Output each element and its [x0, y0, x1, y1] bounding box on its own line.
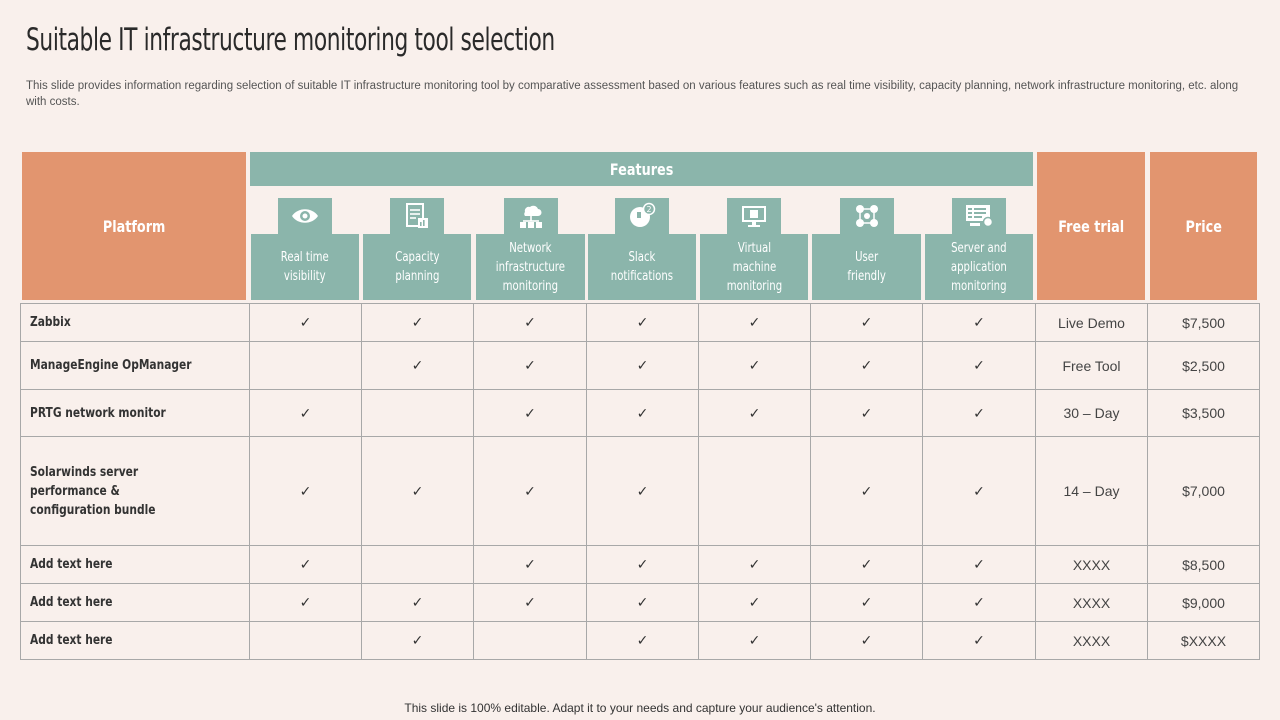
checkmark-icon: ✓	[524, 405, 536, 422]
checkmark-icon: ✓	[973, 633, 985, 649]
notification-icon	[615, 198, 669, 234]
platform-name: Add text here	[21, 584, 250, 622]
feature-cell	[811, 584, 923, 622]
feature-cell	[250, 437, 362, 546]
free-trial-cell: XXXX	[1036, 622, 1148, 660]
checkmark-icon: ✓	[636, 405, 649, 422]
page-subtitle: This slide provides information regarding selection of suitable IT infrastructure monitoring tool by comparative assessment based on various features such as real time visibility, capacity planning, network infrastructure monitoring, etc. along with costs.	[26, 80, 1239, 108]
checkmark-icon: ✓	[973, 557, 985, 573]
checkmark-icon: ✓	[973, 405, 985, 422]
comparison-table	[20, 303, 1260, 660]
feature-cell	[923, 390, 1036, 437]
checkmark-icon: ✓	[636, 483, 649, 500]
price-cell: $7,500	[1148, 304, 1260, 342]
feature-cell	[474, 342, 587, 390]
platform-name: Add text here	[21, 622, 250, 660]
feature-cell	[474, 437, 587, 546]
checkmark-icon: ✓	[973, 358, 985, 374]
price-cell: $8,500	[1148, 546, 1260, 584]
feature-cell	[362, 546, 474, 584]
features-header: Features	[250, 152, 1033, 186]
table-row	[21, 304, 1260, 342]
feature-cell	[811, 342, 923, 390]
feature-cell	[474, 584, 587, 622]
monitor-icon	[727, 198, 781, 234]
feature-cell	[250, 546, 362, 584]
checkmark-icon: ✓	[860, 483, 873, 500]
feature-cell	[699, 390, 811, 437]
feature-cell	[587, 390, 699, 437]
feature-label: Capacity planning	[363, 234, 471, 300]
checkmark-icon: ✓	[636, 557, 649, 573]
report-chart-icon	[390, 198, 444, 234]
feature-cell	[811, 622, 923, 660]
eye-icon	[278, 198, 332, 234]
checkmark-icon: ✓	[524, 595, 536, 611]
checkmark-icon: ✓	[748, 633, 761, 649]
feature-cell	[587, 437, 699, 546]
checkmark-icon: ✓	[748, 358, 761, 374]
table-row	[21, 622, 1260, 660]
free-trial-cell: Live Demo	[1036, 304, 1148, 342]
table-row	[21, 437, 1260, 546]
checkmark-icon: ✓	[524, 557, 536, 573]
checkmark-icon: ✓	[860, 405, 873, 422]
feature-label: Virtual machine monitoring	[700, 234, 808, 300]
feature-cell	[250, 622, 362, 660]
checkmark-icon: ✓	[411, 595, 424, 611]
price-cell: $XXXX	[1148, 622, 1260, 660]
server-icon	[952, 198, 1006, 234]
platform-header: Platform	[22, 152, 246, 300]
feature-cell	[474, 546, 587, 584]
free-trial-cell: Free Tool	[1036, 342, 1148, 390]
feature-cell	[250, 304, 362, 342]
feature-cell	[811, 546, 923, 584]
users-network-icon	[840, 198, 894, 234]
checkmark-icon: ✓	[299, 557, 312, 573]
feature-cell	[923, 622, 1036, 660]
checkmark-icon: ✓	[524, 315, 536, 331]
table-row	[21, 546, 1260, 584]
table-row	[21, 390, 1260, 437]
feature-cell	[250, 390, 362, 437]
checkmark-icon: ✓	[748, 405, 761, 422]
checkmark-icon: ✓	[973, 595, 985, 611]
checkmark-icon: ✓	[748, 315, 761, 331]
platform-name: Add text here	[21, 546, 250, 584]
feature-cell	[923, 437, 1036, 546]
feature-cell	[699, 304, 811, 342]
checkmark-icon: ✓	[299, 595, 312, 611]
price-cell: $3,500	[1148, 390, 1260, 437]
footer-note: This slide is 100% editable. Adapt it to your needs and capture your audience's attention.	[404, 701, 876, 715]
feature-cell	[699, 584, 811, 622]
free-trial-cell: XXXX	[1036, 584, 1148, 622]
feature-label: Slack notifications	[588, 234, 696, 300]
checkmark-icon: ✓	[748, 557, 761, 573]
price-cell: $7,000	[1148, 437, 1260, 546]
feature-cell	[587, 584, 699, 622]
checkmark-icon: ✓	[411, 633, 424, 649]
feature-cell	[587, 304, 699, 342]
feature-cell	[811, 437, 923, 546]
checkmark-icon: ✓	[860, 358, 873, 374]
feature-cell	[587, 546, 699, 584]
checkmark-icon: ✓	[524, 358, 536, 374]
feature-cell	[811, 304, 923, 342]
checkmark-icon: ✓	[299, 315, 312, 331]
checkmark-icon: ✓	[860, 557, 873, 573]
checkmark-icon: ✓	[636, 358, 649, 374]
feature-cell	[362, 584, 474, 622]
checkmark-icon: ✓	[748, 595, 761, 611]
feature-label: Network infrastructure monitoring	[476, 234, 585, 300]
feature-cell	[250, 342, 362, 390]
price-header: Price	[1150, 152, 1257, 300]
platform-name: Solarwinds server performance & configuration bundle	[21, 437, 250, 546]
checkmark-icon: ✓	[524, 483, 536, 500]
platform-name: Zabbix	[21, 304, 250, 342]
free-trial-header: Free trial	[1037, 152, 1145, 300]
feature-cell	[699, 622, 811, 660]
feature-cell	[362, 304, 474, 342]
feature-cell	[587, 342, 699, 390]
feature-cell	[923, 304, 1036, 342]
network-cloud-icon	[504, 198, 558, 234]
page-title: Suitable IT infrastructure monitoring tool selection	[26, 22, 555, 58]
feature-label: User friendly	[812, 234, 921, 300]
feature-cell	[474, 390, 587, 437]
price-cell: $9,000	[1148, 584, 1260, 622]
checkmark-icon: ✓	[860, 315, 873, 331]
feature-cell	[250, 584, 362, 622]
feature-cell	[474, 622, 587, 660]
platform-name: ManageEngine OpManager	[21, 342, 250, 390]
checkmark-icon: ✓	[860, 633, 873, 649]
platform-name: PRTG network monitor	[21, 390, 250, 437]
checkmark-icon: ✓	[299, 405, 312, 422]
table-row	[21, 342, 1260, 390]
checkmark-icon: ✓	[636, 633, 649, 649]
feature-cell	[923, 342, 1036, 390]
free-trial-cell: XXXX	[1036, 546, 1148, 584]
checkmark-icon: ✓	[973, 483, 985, 500]
table-row	[21, 584, 1260, 622]
feature-cell	[811, 390, 923, 437]
feature-label: Real time visibility	[251, 234, 359, 300]
feature-cell	[474, 304, 587, 342]
feature-cell	[699, 437, 811, 546]
feature-cell	[362, 390, 474, 437]
svg-text:2: 2	[646, 205, 652, 214]
checkmark-icon: ✓	[411, 315, 424, 331]
feature-cell	[699, 342, 811, 390]
feature-cell	[923, 584, 1036, 622]
checkmark-icon: ✓	[411, 358, 424, 374]
price-cell: $2,500	[1148, 342, 1260, 390]
feature-cell	[699, 546, 811, 584]
checkmark-icon: ✓	[860, 595, 873, 611]
free-trial-cell: 30 – Day	[1036, 390, 1148, 437]
checkmark-icon: ✓	[636, 595, 649, 611]
feature-cell	[587, 622, 699, 660]
feature-cell	[362, 437, 474, 546]
feature-cell	[362, 622, 474, 660]
feature-cell	[923, 546, 1036, 584]
feature-cell	[362, 342, 474, 390]
checkmark-icon: ✓	[411, 483, 424, 500]
checkmark-icon: ✓	[299, 483, 312, 500]
free-trial-cell: 14 – Day	[1036, 437, 1148, 546]
feature-label: Server and application monitoring	[925, 234, 1033, 300]
checkmark-icon: ✓	[973, 315, 985, 331]
checkmark-icon: ✓	[636, 315, 649, 331]
